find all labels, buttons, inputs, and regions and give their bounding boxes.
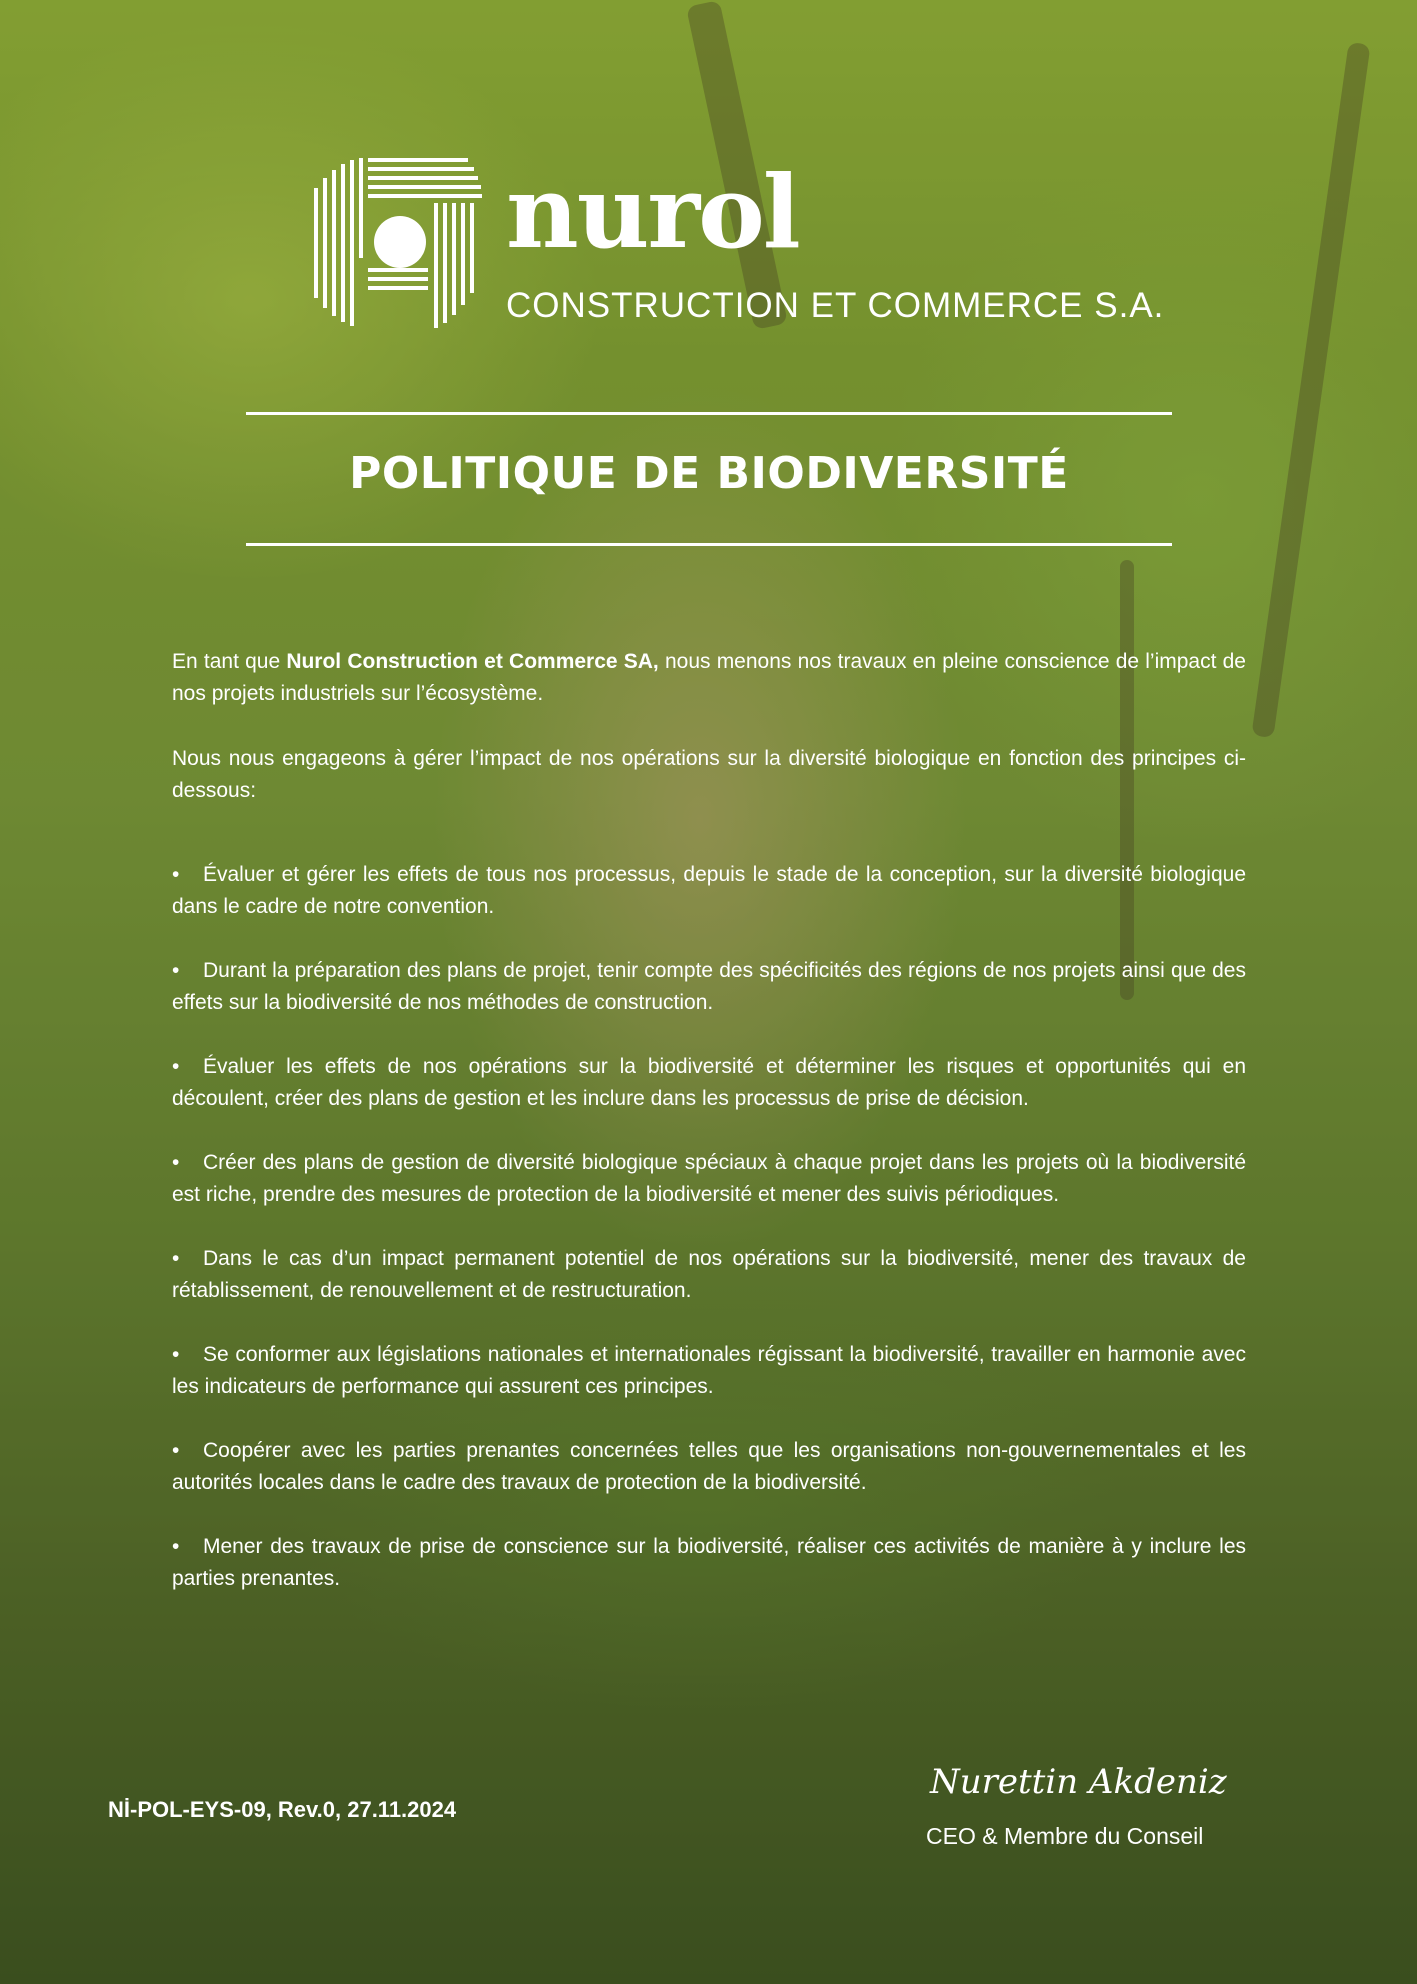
bullet: •	[172, 863, 180, 886]
list-item	[172, 1147, 1246, 1211]
principle-text: Évaluer les effets de nos opérations sur la biodiversité et déterminer les risques et opportunités qui en découlent, créer des plans de gestion et les inclure dans les processus de prise de décision.	[172, 1055, 1246, 1110]
bullet: •	[172, 1151, 180, 1174]
bullet: •	[172, 1439, 180, 1462]
list-item	[172, 1051, 1246, 1115]
list-item	[172, 1243, 1246, 1307]
bullet: •	[172, 1247, 180, 1270]
logo-subtitle: CONSTRUCTION ET COMMERCE S.A.	[506, 286, 1165, 325]
principle-text: Se conformer aux législations nationales et internationales régissant la biodiversité, travailler en harmonie avec les indicateurs de performance qui assurent ces principes.	[172, 1343, 1246, 1398]
bullet: •	[172, 959, 180, 982]
title-rule-top	[246, 412, 1172, 415]
page-title: POLITIQUE DE BIODIVERSITÉ	[349, 448, 1069, 499]
commitment-paragraph: Nous nous engageons à gérer l’impact de nos opérations sur la diversité biologique en fonction des principes ci-dessous:	[172, 747, 1246, 802]
principle-text: Mener des travaux de prise de conscience sur la biodiversité, réaliser ces activités de manière à y inclure les parties prenantes.	[172, 1535, 1246, 1590]
logo-wordmark: nurol	[506, 153, 799, 271]
document-reference: Nİ-POL-EYS-09, Rev.0, 27.11.2024	[108, 1797, 457, 1822]
bullet: •	[172, 1535, 180, 1558]
list-item	[172, 1339, 1246, 1403]
nurol-logo-icon	[314, 158, 482, 328]
principle-text: Dans le cas d’un impact permanent potentiel de nos opérations sur la biodiversité, mener des travaux de rétablissement, de renouvellement et de restructuration.	[172, 1247, 1246, 1302]
bullet: •	[172, 1055, 180, 1078]
list-item	[172, 955, 1246, 1019]
title-rule-bottom	[246, 543, 1172, 546]
list-item	[172, 1435, 1246, 1499]
ceo-signature: Nurettin Akdeniz	[930, 1762, 1227, 1802]
bullet: •	[172, 1343, 180, 1366]
principle-text: Durant la préparation des plans de projet, tenir compte des spécificités des régions de nos projets ainsi que des effets sur la biodiversité de nos méthodes de construction.	[172, 959, 1246, 1014]
principle-text: Créer des plans de gestion de diversité biologique spéciaux à chaque projet dans les projets où la biodiversité est riche, prendre des mesures de protection de la biodiversité et mener des suivis périodiques.	[172, 1151, 1246, 1206]
company-name: Nurol Construction et Commerce SA,	[286, 650, 659, 673]
list-item	[172, 1531, 1246, 1595]
signatory-role: CEO & Membre du Conseil	[926, 1823, 1204, 1849]
principle-text: Coopérer avec les parties prenantes concernées telles que les organisations non-gouvernementales et les autorités locales dans le cadre des travaux de protection de la biodiversité.	[172, 1439, 1246, 1494]
intro-paragraph	[172, 646, 1246, 710]
principle-text: Évaluer et gérer les effets de tous nos processus, depuis le stade de la conception, sur la diversité biologique dans le cadre de notre convention.	[172, 863, 1246, 918]
policy-body	[172, 646, 1246, 1627]
intro-prefix: En tant que	[172, 650, 287, 673]
intro-suffix: nous menons nos travaux en pleine conscience de l’impact de nos projets industriels sur l’écosystème.	[172, 650, 1246, 705]
list-item	[172, 859, 1246, 923]
principles-list	[172, 859, 1246, 1595]
